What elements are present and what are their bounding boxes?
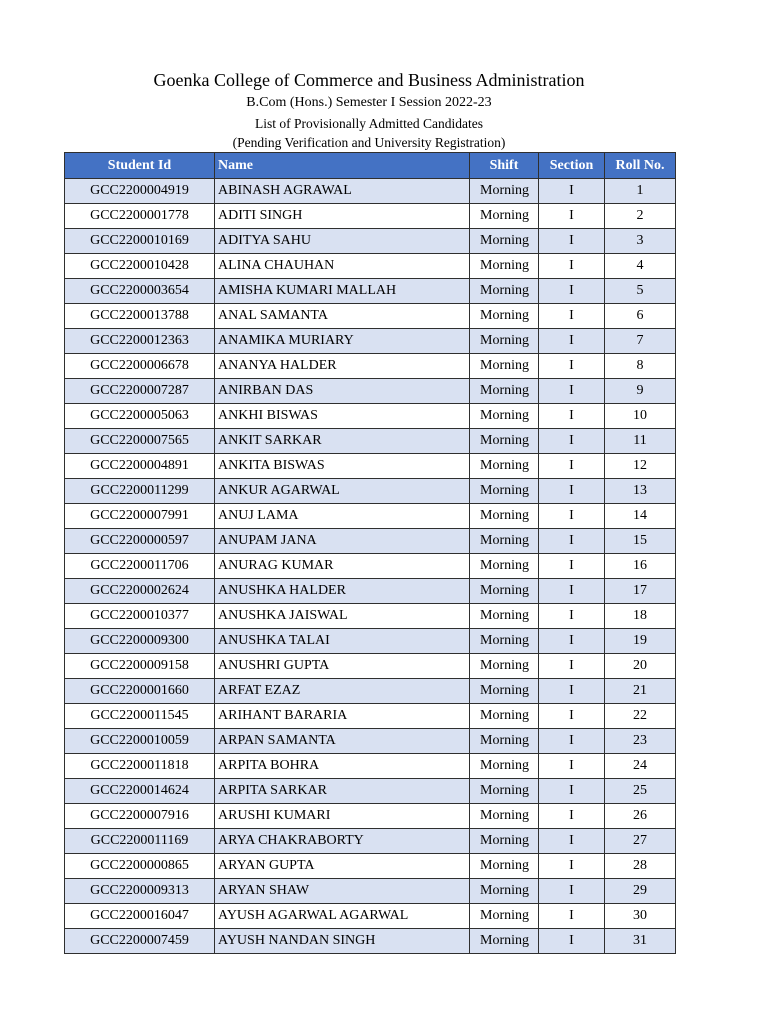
course-session: B.Com (Hons.) Semester I Session 2022-23 <box>246 95 492 110</box>
name-cell: ANUJ LAMA <box>215 504 470 529</box>
table-row <box>65 704 676 729</box>
roll-no-cell: 9 <box>605 379 676 404</box>
student-id-cell: GCC2200000865 <box>65 854 215 879</box>
section-cell: I <box>539 804 605 829</box>
roll-no-cell: 7 <box>605 329 676 354</box>
list-title: List of Provisionally Admitted Candidates <box>255 116 483 131</box>
student-id-cell: GCC2200011706 <box>65 554 215 579</box>
shift-cell: Morning <box>470 879 539 904</box>
table-row <box>65 354 676 379</box>
roll-no-cell: 3 <box>605 229 676 254</box>
shift-cell: Morning <box>470 804 539 829</box>
table-row <box>65 454 676 479</box>
section-cell: I <box>539 329 605 354</box>
student-id-cell: GCC2200011169 <box>65 829 215 854</box>
name-cell: ANUSHKA TALAI <box>215 629 470 654</box>
name-cell: ARFAT EZAZ <box>215 679 470 704</box>
student-id-cell: GCC2200001778 <box>65 204 215 229</box>
table-row <box>65 479 676 504</box>
table-row <box>65 629 676 654</box>
section-cell: I <box>539 454 605 479</box>
student-id-cell: GCC2200010377 <box>65 604 215 629</box>
student-id-cell: GCC2200010428 <box>65 254 215 279</box>
section-cell: I <box>539 929 605 954</box>
section-cell: I <box>539 304 605 329</box>
section-cell: I <box>539 579 605 604</box>
student-id-cell: GCC2200009300 <box>65 629 215 654</box>
roll-no-cell: 6 <box>605 304 676 329</box>
table-row <box>65 529 676 554</box>
roll-no-cell: 24 <box>605 754 676 779</box>
name-cell: ARPAN SAMANTA <box>215 729 470 754</box>
name-cell: ANKITA BISWAS <box>215 454 470 479</box>
column-header-section: Section <box>539 153 605 179</box>
section-cell: I <box>539 704 605 729</box>
section-cell: I <box>539 854 605 879</box>
table-row <box>65 579 676 604</box>
roll-no-cell: 4 <box>605 254 676 279</box>
table-row <box>65 379 676 404</box>
shift-cell: Morning <box>470 604 539 629</box>
name-cell: ANAMIKA MURIARY <box>215 329 470 354</box>
shift-cell: Morning <box>470 779 539 804</box>
section-cell: I <box>539 554 605 579</box>
shift-cell: Morning <box>470 929 539 954</box>
name-cell: ARPITA SARKAR <box>215 779 470 804</box>
name-cell: ANUSHKA JAISWAL <box>215 604 470 629</box>
table-row <box>65 804 676 829</box>
roll-no-cell: 10 <box>605 404 676 429</box>
table-row <box>65 779 676 804</box>
roll-no-cell: 2 <box>605 204 676 229</box>
name-cell: ANUPAM JANA <box>215 529 470 554</box>
column-header-name: Name <box>215 153 470 179</box>
table-row <box>65 754 676 779</box>
shift-cell: Morning <box>470 579 539 604</box>
roll-no-cell: 28 <box>605 854 676 879</box>
shift-cell: Morning <box>470 504 539 529</box>
shift-cell: Morning <box>470 479 539 504</box>
student-id-cell: GCC2200003654 <box>65 279 215 304</box>
section-cell: I <box>539 729 605 754</box>
shift-cell: Morning <box>470 629 539 654</box>
student-id-cell: GCC2200004891 <box>65 454 215 479</box>
table-row <box>65 279 676 304</box>
shift-cell: Morning <box>470 254 539 279</box>
admitted-candidates-table <box>64 152 676 954</box>
table-row <box>65 504 676 529</box>
roll-no-cell: 12 <box>605 454 676 479</box>
shift-cell: Morning <box>470 654 539 679</box>
section-cell: I <box>539 504 605 529</box>
shift-cell: Morning <box>470 754 539 779</box>
student-id-cell: GCC2200013788 <box>65 304 215 329</box>
section-cell: I <box>539 754 605 779</box>
name-cell: ARPITA BOHRA <box>215 754 470 779</box>
student-id-cell: GCC2200007565 <box>65 429 215 454</box>
section-cell: I <box>539 254 605 279</box>
shift-cell: Morning <box>470 679 539 704</box>
shift-cell: Morning <box>470 179 539 204</box>
table-row <box>65 204 676 229</box>
student-id-cell: GCC2200007459 <box>65 929 215 954</box>
section-cell: I <box>539 379 605 404</box>
student-id-cell: GCC2200010059 <box>65 729 215 754</box>
roll-no-cell: 15 <box>605 529 676 554</box>
roll-no-cell: 13 <box>605 479 676 504</box>
roll-no-cell: 26 <box>605 804 676 829</box>
section-cell: I <box>539 629 605 654</box>
shift-cell: Morning <box>470 904 539 929</box>
section-cell: I <box>539 904 605 929</box>
roll-no-cell: 23 <box>605 729 676 754</box>
table-row <box>65 879 676 904</box>
shift-cell: Morning <box>470 329 539 354</box>
name-cell: ANKHI BISWAS <box>215 404 470 429</box>
shift-cell: Morning <box>470 454 539 479</box>
table-header-row <box>65 153 676 179</box>
roll-no-cell: 30 <box>605 904 676 929</box>
student-id-cell: GCC2200006678 <box>65 354 215 379</box>
roll-no-cell: 5 <box>605 279 676 304</box>
student-id-cell: GCC2200004919 <box>65 179 215 204</box>
name-cell: ANIRBAN DAS <box>215 379 470 404</box>
name-cell: ANKIT SARKAR <box>215 429 470 454</box>
section-cell: I <box>539 279 605 304</box>
shift-cell: Morning <box>470 379 539 404</box>
shift-cell: Morning <box>470 729 539 754</box>
roll-no-cell: 20 <box>605 654 676 679</box>
table-row <box>65 229 676 254</box>
roll-no-cell: 27 <box>605 829 676 854</box>
section-cell: I <box>539 404 605 429</box>
roll-no-cell: 11 <box>605 429 676 454</box>
section-cell: I <box>539 679 605 704</box>
roll-no-cell: 31 <box>605 929 676 954</box>
section-cell: I <box>539 204 605 229</box>
name-cell: ARIHANT BARARIA <box>215 704 470 729</box>
student-id-cell: GCC2200000597 <box>65 529 215 554</box>
table-row <box>65 304 676 329</box>
name-cell: AMISHA KUMARI MALLAH <box>215 279 470 304</box>
table-row <box>65 904 676 929</box>
section-cell: I <box>539 354 605 379</box>
student-id-cell: GCC2200012363 <box>65 329 215 354</box>
table-row <box>65 729 676 754</box>
section-cell: I <box>539 479 605 504</box>
table-row <box>65 604 676 629</box>
roll-no-cell: 16 <box>605 554 676 579</box>
shift-cell: Morning <box>470 854 539 879</box>
name-cell: ALINA CHAUHAN <box>215 254 470 279</box>
list-note: (Pending Verification and University Registration) <box>232 135 506 150</box>
roll-no-cell: 22 <box>605 704 676 729</box>
table-row <box>65 179 676 204</box>
name-cell: ANURAG KUMAR <box>215 554 470 579</box>
shift-cell: Morning <box>470 304 539 329</box>
roll-no-cell: 29 <box>605 879 676 904</box>
roll-no-cell: 25 <box>605 779 676 804</box>
roll-no-cell: 14 <box>605 504 676 529</box>
roll-no-cell: 19 <box>605 629 676 654</box>
student-id-cell: GCC2200002624 <box>65 579 215 604</box>
section-cell: I <box>539 829 605 854</box>
section-cell: I <box>539 879 605 904</box>
student-id-cell: GCC2200009158 <box>65 654 215 679</box>
student-id-cell: GCC2200007916 <box>65 804 215 829</box>
name-cell: ADITYA SAHU <box>215 229 470 254</box>
name-cell: ANAL SAMANTA <box>215 304 470 329</box>
name-cell: ANUSHKA HALDER <box>215 579 470 604</box>
name-cell: ADITI SINGH <box>215 204 470 229</box>
section-cell: I <box>539 779 605 804</box>
roll-no-cell: 1 <box>605 179 676 204</box>
name-cell: AYUSH AGARWAL AGARWAL <box>215 904 470 929</box>
student-id-cell: GCC2200011545 <box>65 704 215 729</box>
shift-cell: Morning <box>470 704 539 729</box>
table-row <box>65 554 676 579</box>
shift-cell: Morning <box>470 529 539 554</box>
student-id-cell: GCC2200007991 <box>65 504 215 529</box>
student-id-cell: GCC2200011299 <box>65 479 215 504</box>
table-row <box>65 854 676 879</box>
name-cell: ARUSHI KUMARI <box>215 804 470 829</box>
table-row <box>65 329 676 354</box>
table-row <box>65 654 676 679</box>
roll-no-cell: 8 <box>605 354 676 379</box>
roll-no-cell: 18 <box>605 604 676 629</box>
name-cell: ARYAN SHAW <box>215 879 470 904</box>
table-row <box>65 404 676 429</box>
name-cell: ANUSHRI GUPTA <box>215 654 470 679</box>
section-cell: I <box>539 529 605 554</box>
section-cell: I <box>539 604 605 629</box>
student-id-cell: GCC2200009313 <box>65 879 215 904</box>
student-id-cell: GCC2200007287 <box>65 379 215 404</box>
shift-cell: Morning <box>470 204 539 229</box>
table-row <box>65 929 676 954</box>
student-id-cell: GCC2200014624 <box>65 779 215 804</box>
name-cell: AYUSH NANDAN SINGH <box>215 929 470 954</box>
college-name: Goenka College of Commerce and Business Administration <box>153 70 585 90</box>
column-header-roll-no: Roll No. <box>605 153 676 179</box>
roll-no-cell: 17 <box>605 579 676 604</box>
column-header-shift: Shift <box>470 153 539 179</box>
name-cell: ARYA CHAKRABORTY <box>215 829 470 854</box>
name-cell: ANANYA HALDER <box>215 354 470 379</box>
table-row <box>65 679 676 704</box>
table-row <box>65 429 676 454</box>
table-row <box>65 829 676 854</box>
student-id-cell: GCC2200001660 <box>65 679 215 704</box>
table-body <box>65 179 676 954</box>
student-id-cell: GCC2200016047 <box>65 904 215 929</box>
name-cell: ANKUR AGARWAL <box>215 479 470 504</box>
roll-no-cell: 21 <box>605 679 676 704</box>
section-cell: I <box>539 229 605 254</box>
shift-cell: Morning <box>470 554 539 579</box>
section-cell: I <box>539 429 605 454</box>
shift-cell: Morning <box>470 229 539 254</box>
shift-cell: Morning <box>470 404 539 429</box>
student-id-cell: GCC2200011818 <box>65 754 215 779</box>
shift-cell: Morning <box>470 354 539 379</box>
table-row <box>65 254 676 279</box>
student-id-cell: GCC2200010169 <box>65 229 215 254</box>
shift-cell: Morning <box>470 429 539 454</box>
column-header-student-id: Student Id <box>65 153 215 179</box>
shift-cell: Morning <box>470 829 539 854</box>
student-id-cell: GCC2200005063 <box>65 404 215 429</box>
shift-cell: Morning <box>470 279 539 304</box>
section-cell: I <box>539 654 605 679</box>
section-cell: I <box>539 179 605 204</box>
name-cell: ARYAN GUPTA <box>215 854 470 879</box>
name-cell: ABINASH AGRAWAL <box>215 179 470 204</box>
